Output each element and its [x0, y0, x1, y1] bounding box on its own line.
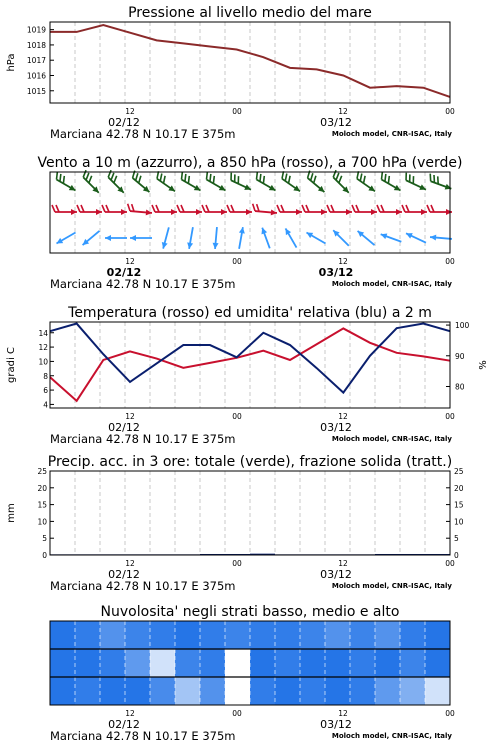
- y-tick-label: 15: [37, 500, 47, 510]
- time-tick-label: 00: [445, 709, 455, 718]
- barb: [377, 205, 380, 212]
- time-tick-label: 12: [125, 257, 135, 266]
- wind-arrow-1: [102, 205, 127, 215]
- cloud-cell: [275, 649, 301, 678]
- cloud-cell: [75, 677, 101, 706]
- y-tick-label: 5: [42, 534, 47, 544]
- barb: [54, 172, 60, 180]
- location-label: Marciana 42.78 N 10.17 E 375m: [50, 277, 236, 291]
- wind-arrow-2: [380, 231, 403, 244]
- wind-arrow-1: [52, 205, 77, 215]
- y-tick-label: 14: [38, 328, 48, 338]
- arrow-head: [445, 184, 453, 192]
- y-right-tick-label: 25: [454, 467, 464, 476]
- arrow-head: [130, 235, 136, 241]
- wind-arrow-1: [202, 205, 227, 215]
- y-tick-label: 1016: [26, 71, 46, 81]
- cloud-cell: [400, 677, 426, 706]
- wind-arrow-2: [212, 227, 220, 249]
- wind-arrow-2: [259, 227, 272, 250]
- barb: [431, 205, 434, 212]
- chart-title-2: Temperatura (rosso) ed umidita' relativa (blu) a 2 m: [68, 305, 432, 321]
- cloud-cell: [100, 621, 126, 650]
- plot-frame: [50, 22, 450, 103]
- barb: [356, 205, 359, 212]
- time-tick-label: 12: [338, 559, 348, 568]
- barb: [202, 205, 205, 212]
- arrow-head: [269, 185, 277, 193]
- credit-label: Moloch model, CNR-ISAC, Italy: [331, 280, 452, 288]
- wind-arrow-2: [331, 228, 351, 248]
- cloud-cell: [50, 677, 76, 706]
- wind-arrow-2: [283, 227, 299, 249]
- wind-arrow-2: [160, 227, 171, 250]
- cloud-cell: [250, 677, 276, 706]
- wind-arrow-2: [356, 229, 377, 248]
- cloud-cell: [125, 621, 151, 650]
- y-right-tick-label: 90: [455, 351, 465, 361]
- date-label: 02/12: [108, 568, 140, 581]
- chart-title-0: Pressione al livello medio del mare: [128, 5, 372, 21]
- barb: [181, 205, 184, 212]
- cloud-cell: [325, 649, 351, 678]
- cloud-cell: [50, 649, 76, 678]
- wind-arrow-2: [186, 227, 196, 250]
- barb: [403, 173, 409, 181]
- y-tick-label: 1015: [26, 86, 46, 96]
- cloud-cell: [275, 677, 301, 706]
- y-right-tick-label: 15: [454, 500, 464, 510]
- cloud-cell: [350, 649, 376, 678]
- y-tick-label: 1018: [26, 40, 46, 50]
- chart-title-3: Precip. acc. in 3 ore: totale (verde), frazione solida (tratt.): [47, 454, 453, 470]
- arrow-head: [246, 209, 252, 215]
- wind-arrow-1: [77, 205, 102, 215]
- date-label: 02/12: [108, 116, 140, 129]
- arrow-head: [380, 231, 388, 239]
- arrow-head: [321, 209, 327, 215]
- cloud-cell: [200, 621, 226, 650]
- wind-arrow-1: [377, 205, 402, 215]
- arrow-head: [194, 185, 202, 193]
- barb: [302, 205, 305, 212]
- credit-label: Moloch model, CNR-ISAC, Italy: [331, 732, 452, 740]
- cloud-cell: [425, 677, 451, 706]
- cloud-cell: [200, 649, 226, 678]
- arrow-head: [394, 185, 402, 193]
- credit-label: Moloch model, CNR-ISAC, Italy: [331, 582, 452, 590]
- chart-title-1: Vento a 10 m (azzurro), a 850 hPa (rosso), a 700 hPa (verde): [37, 155, 463, 171]
- time-tick-label: 12: [338, 412, 348, 421]
- wind-arrow-1: [327, 205, 352, 215]
- y-axis-label: mm: [6, 503, 17, 523]
- barb: [152, 205, 155, 212]
- date-label: 03/12: [320, 718, 352, 731]
- y-tick-label: 12: [38, 343, 48, 353]
- cloud-cell: [300, 621, 326, 650]
- wind-arrow-2: [405, 231, 427, 246]
- wind-arrow-1: [252, 204, 278, 216]
- y-tick-label: 10: [37, 517, 47, 527]
- arrow-head: [405, 231, 413, 239]
- y-tick-label: 6: [43, 386, 48, 396]
- cloud-cell: [100, 677, 126, 706]
- y-right-tick-label: 0: [454, 551, 459, 560]
- barb: [52, 205, 55, 212]
- time-tick-label: 00: [445, 412, 455, 421]
- cloud-cell: [325, 621, 351, 650]
- date-label: 03/12: [320, 421, 352, 434]
- arrow-head: [346, 209, 352, 215]
- location-label: Marciana 42.78 N 10.17 E 375m: [50, 729, 236, 743]
- barb: [106, 205, 109, 212]
- barb: [228, 173, 234, 181]
- y-tick-label: 1019: [26, 25, 46, 35]
- cloud-cell: [275, 621, 301, 650]
- barb: [254, 172, 260, 180]
- date-label: 02/12: [106, 266, 142, 279]
- cloud-cell: [175, 649, 201, 678]
- cloud-cell: [200, 677, 226, 706]
- wind-arrow-2: [430, 234, 452, 242]
- cloud-cell: [425, 649, 451, 678]
- wind-arrow-1: [227, 205, 252, 215]
- wind-arrow-1: [152, 205, 177, 215]
- barb: [428, 174, 433, 182]
- wind-arrow-1: [352, 205, 377, 215]
- credit-label: Moloch model, CNR-ISAC, Italy: [331, 435, 452, 443]
- arrow-head: [71, 209, 77, 215]
- arrow-head: [221, 209, 227, 215]
- time-tick-label: 12: [338, 257, 348, 266]
- cloud-cell: [50, 621, 76, 650]
- barb: [206, 205, 209, 212]
- cloud-cell: [250, 621, 276, 650]
- wind-arrow-1: [427, 205, 452, 215]
- y-right-tick-label: 10: [454, 517, 464, 527]
- cloud-cell: [75, 649, 101, 678]
- wind-arrow-2: [105, 235, 127, 241]
- date-label: 03/12: [320, 568, 352, 581]
- cloud-cell: [375, 649, 401, 678]
- cloud-cell: [325, 677, 351, 706]
- cloud-cell: [375, 677, 401, 706]
- y-axis-label: hPa: [6, 53, 17, 72]
- cloud-cell: [425, 621, 451, 650]
- wind-arrow-2: [305, 230, 327, 246]
- time-tick-label: 00: [232, 107, 242, 116]
- arrow-head: [196, 209, 202, 215]
- barb: [331, 205, 334, 212]
- wind-arrow-2: [81, 229, 102, 248]
- time-tick-label: 00: [445, 107, 455, 116]
- arrow-head: [212, 243, 219, 250]
- cloud-cell: [300, 677, 326, 706]
- wind-arrow-2: [130, 235, 152, 241]
- barb: [77, 205, 80, 212]
- wind-arrow-1: [402, 205, 427, 215]
- barb: [231, 205, 234, 212]
- barb: [381, 205, 384, 212]
- location-label: Marciana 42.78 N 10.17 E 375m: [50, 579, 236, 593]
- date-label: 03/12: [320, 116, 352, 129]
- wind-arrow-1: [127, 204, 153, 216]
- cloud-cell: [175, 677, 201, 706]
- barb: [177, 205, 180, 212]
- y-tick-label: 1017: [26, 56, 46, 66]
- chart-title-4: Nuvolosita' negli strati basso, medio e alto: [100, 604, 400, 620]
- wind-arrow-2: [55, 230, 77, 246]
- wind-arrow-1: [177, 205, 202, 215]
- y-right-tick-label: 5: [454, 534, 459, 544]
- cloud-cell: [375, 621, 401, 650]
- arrow-head: [446, 209, 452, 215]
- arrow-head: [396, 209, 402, 215]
- barb: [402, 205, 405, 212]
- y-right-tick-label: 80: [455, 382, 465, 392]
- barb: [127, 204, 131, 211]
- cloud-cell: [350, 677, 376, 706]
- date-label: 02/12: [108, 718, 140, 731]
- wind-arrow-1: [277, 205, 302, 215]
- arrow-head: [121, 209, 127, 215]
- cloud-cell: [125, 649, 151, 678]
- arrow-head: [105, 235, 111, 241]
- y-tick-label: 20: [37, 483, 47, 493]
- time-tick-label: 00: [445, 257, 455, 266]
- time-tick-label: 00: [445, 559, 455, 568]
- cloud-cell: [100, 649, 126, 678]
- time-tick-label: 00: [232, 709, 242, 718]
- location-label: Marciana 42.78 N 10.17 E 375m: [50, 127, 236, 141]
- y-right-tick-label: 100: [455, 321, 470, 331]
- y-axis-right-label: %: [478, 360, 489, 370]
- time-tick-label: 00: [232, 559, 242, 568]
- barb: [306, 205, 309, 212]
- barb: [327, 205, 330, 212]
- barb: [252, 204, 256, 211]
- barb: [281, 205, 284, 212]
- time-tick-label: 12: [125, 709, 135, 718]
- cloud-cell: [300, 649, 326, 678]
- arrow-head: [283, 227, 291, 235]
- barb: [427, 205, 430, 212]
- y-right-tick-label: 20: [454, 483, 464, 493]
- y-tick-label: 4: [43, 400, 48, 410]
- cloud-cell: [400, 621, 426, 650]
- date-label: 03/12: [318, 266, 354, 279]
- barb: [102, 205, 105, 212]
- cloud-cell: [150, 677, 176, 706]
- arrow-head: [296, 209, 302, 215]
- cloud-cell: [125, 677, 151, 706]
- time-tick-label: 00: [232, 412, 242, 421]
- arrow-head: [271, 209, 278, 216]
- cloud-cell: [225, 649, 251, 678]
- wind-arrow-2: [236, 227, 246, 250]
- barb: [379, 172, 385, 180]
- barb: [352, 205, 355, 212]
- y-tick-label: 25: [37, 467, 47, 476]
- barb: [227, 205, 230, 212]
- barb: [56, 205, 59, 212]
- y-tick-label: 8: [43, 371, 48, 381]
- barb: [406, 205, 409, 212]
- cloud-cell: [175, 621, 201, 650]
- y-tick-label: 0: [42, 551, 47, 560]
- cloud-cell: [350, 621, 376, 650]
- location-label: Marciana 42.78 N 10.17 E 375m: [50, 432, 236, 446]
- date-label: 02/12: [108, 421, 140, 434]
- barb: [277, 205, 280, 212]
- time-tick-label: 00: [232, 257, 242, 266]
- cloud-cell: [250, 649, 276, 678]
- cloud-cell: [150, 649, 176, 678]
- y-tick-label: 10: [38, 357, 48, 367]
- cloud-cell: [225, 621, 251, 650]
- arrow-head: [96, 209, 102, 215]
- arrow-head: [371, 209, 377, 215]
- arrow-head: [55, 238, 63, 246]
- arrow-head: [305, 230, 313, 238]
- wind-arrow-1: [302, 205, 327, 215]
- arrow-head: [259, 227, 267, 235]
- cloud-cell: [75, 621, 101, 650]
- time-tick-label: 12: [338, 107, 348, 116]
- arrow-head: [146, 209, 153, 216]
- arrow-head: [69, 185, 77, 193]
- barb: [81, 205, 84, 212]
- y-axis-label: gradi C: [6, 347, 17, 383]
- arrow-head: [244, 184, 252, 192]
- cloud-cell: [400, 649, 426, 678]
- time-tick-label: 12: [125, 412, 135, 421]
- barb: [156, 205, 159, 212]
- arrow-head: [430, 234, 437, 241]
- time-tick-label: 12: [125, 107, 135, 116]
- barb: [204, 172, 210, 180]
- arrow-head: [421, 209, 427, 215]
- arrow-head: [219, 185, 227, 193]
- arrow-head: [419, 184, 427, 192]
- credit-label: Moloch model, CNR-ISAC, Italy: [331, 130, 452, 138]
- time-tick-label: 12: [125, 559, 135, 568]
- cloud-cell: [150, 621, 176, 650]
- time-tick-label: 12: [338, 709, 348, 718]
- barb: [179, 172, 185, 180]
- cloud-cell: [225, 677, 251, 706]
- arrow-head: [171, 209, 177, 215]
